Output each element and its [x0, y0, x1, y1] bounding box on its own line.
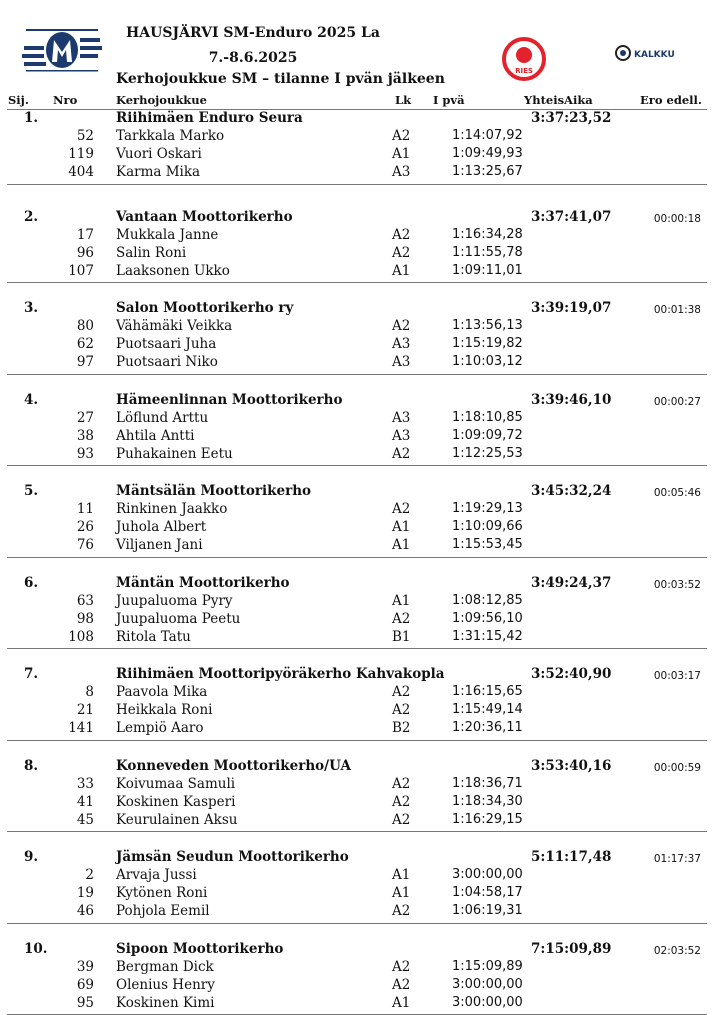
rider-name: Puotsaari Juha	[116, 336, 217, 353]
rider-day1-time: 1:16:29,15	[452, 811, 523, 827]
team-total-time: 3:52:40,90	[531, 666, 612, 682]
rider-name: Löflund Arttu	[116, 409, 209, 426]
rider-row	[0, 263, 714, 281]
rider-number: 52	[76, 128, 94, 144]
rider-day1-time: 1:10:09,66	[452, 519, 523, 535]
rider-number: 46	[76, 903, 94, 920]
team-name: Riihimäen Enduro Seura	[116, 110, 303, 126]
rider-name: Koskinen Kasperi	[116, 793, 236, 810]
rider-day1-time: 1:08:12,85	[452, 592, 523, 608]
rider-class: A2	[392, 775, 411, 792]
rider-class: A3	[392, 409, 411, 426]
rider-day1-time: 1:06:19,31	[452, 903, 523, 919]
col-nro: Nro	[53, 93, 78, 107]
team-total-time: 5:11:17,48	[531, 849, 612, 865]
rider-number: 95	[76, 994, 94, 1011]
rider-name: Ritola Tatu	[116, 628, 191, 645]
rider-class: A2	[392, 445, 411, 462]
rider-number: 39	[76, 958, 94, 975]
rider-class: A3	[392, 336, 411, 353]
rider-row	[0, 537, 714, 555]
kalkku-sponsor-logo	[614, 44, 694, 66]
rider-class: A1	[392, 537, 411, 554]
rider-row	[0, 410, 714, 428]
rider-row	[0, 977, 714, 995]
team-divider	[7, 282, 707, 283]
rider-name: Juhola Albert	[116, 519, 207, 536]
team-position: 1.	[24, 110, 39, 126]
col-total: YhteisAika	[524, 93, 593, 107]
rider-row	[0, 146, 714, 164]
team-position: 10.	[24, 940, 48, 957]
team-divider	[7, 923, 707, 924]
rider-day1-time: 1:13:56,13	[452, 318, 523, 333]
team-name: Vantaan Moottorikerho	[116, 208, 293, 225]
rider-name: Kytönen Roni	[116, 885, 208, 902]
rider-name: Karma Mika	[116, 164, 201, 181]
rider-class: A2	[392, 244, 411, 261]
rider-class: A2	[392, 793, 411, 810]
team-name: Konneveden Moottorikerho/UA	[116, 757, 351, 774]
rider-number: 11	[76, 501, 94, 517]
team-position: 9.	[24, 849, 39, 865]
rider-number: 404	[68, 164, 94, 181]
rider-class: A1	[392, 519, 411, 536]
rider-day1-time: 3:00:00,00	[452, 976, 523, 992]
rider-day1-time: 1:19:29,13	[452, 501, 523, 516]
team-position: 2.	[24, 208, 39, 225]
rider-number: 27	[76, 409, 94, 426]
team-position: 7.	[24, 666, 39, 682]
rider-day1-time: 1:09:56,10	[452, 610, 523, 626]
rider-row	[0, 611, 714, 629]
rider-number: 69	[76, 976, 94, 993]
rider-day1-time: 1:13:25,67	[452, 164, 523, 180]
rider-number: 8	[85, 684, 94, 700]
rider-number: 63	[76, 592, 94, 609]
rider-row	[0, 903, 714, 921]
rider-class: A2	[392, 226, 411, 243]
rider-class: A2	[392, 903, 411, 920]
col-sij: Sij.	[8, 93, 29, 107]
rider-class: B1	[392, 628, 411, 645]
team-name: Riihimäen Moottoripyöräkerho Kahvakopla	[116, 666, 445, 682]
team-gap: 02:03:52	[653, 944, 701, 957]
team-divider	[7, 831, 707, 832]
col-day1: I pvä	[433, 93, 465, 107]
rider-class: A1	[392, 885, 411, 902]
rider-day1-time: 1:09:49,93	[452, 146, 523, 162]
rider-number: 119	[68, 146, 94, 163]
rider-row	[0, 354, 714, 372]
rider-day1-time: 1:20:36,11	[452, 720, 523, 736]
team-divider	[7, 184, 707, 185]
team-divider	[7, 648, 707, 649]
team-position: 6.	[24, 574, 39, 591]
rider-day1-time: 3:00:00,00	[452, 867, 523, 882]
document-title: HAUSJÄRVI SM-Enduro 2025 La	[126, 25, 380, 41]
rider-row	[0, 720, 714, 738]
rider-number: 80	[76, 318, 94, 334]
rider-class: A2	[392, 976, 411, 993]
rider-name: Vuori Oskari	[116, 146, 202, 163]
rider-name: Vähämäki Veikka	[116, 318, 233, 334]
rider-row	[0, 128, 714, 146]
rider-row	[0, 428, 714, 446]
rider-number: 93	[76, 445, 94, 462]
rider-row	[0, 245, 714, 263]
rider-number: 33	[76, 775, 94, 792]
team-gap: 00:00:27	[653, 395, 701, 408]
rider-row	[0, 995, 714, 1013]
rider-day1-time: 1:10:03,12	[452, 354, 523, 370]
rider-class: A2	[392, 501, 411, 517]
rider-name: Keurulainen Aksu	[116, 811, 238, 828]
rider-name: Koskinen Kimi	[116, 994, 215, 1011]
team-position: 4.	[24, 391, 39, 408]
rider-number: 76	[76, 537, 94, 554]
column-header-row	[0, 93, 714, 109]
rider-name: Juupaluoma Peetu	[116, 610, 241, 627]
team-total-time: 3:39:19,07	[531, 300, 612, 316]
rider-class: A2	[392, 684, 411, 700]
rider-class: A1	[392, 146, 411, 163]
rider-class: A2	[392, 958, 411, 975]
rider-day1-time: 1:15:09,89	[452, 958, 523, 974]
rider-day1-time: 1:11:55,78	[452, 244, 523, 260]
team-name: Sipoon Moottorikerho	[116, 940, 284, 957]
rider-row	[0, 446, 714, 464]
rider-day1-time: 1:04:58,17	[452, 885, 523, 901]
rider-name: Koivumaa Samuli	[116, 775, 236, 792]
rider-number: 141	[68, 720, 94, 737]
team-name: Mäntän Moottorikerho	[116, 574, 290, 591]
rider-day1-time: 1:15:19,82	[452, 336, 523, 352]
team-gap: 00:01:38	[653, 304, 701, 316]
rider-day1-time: 1:18:36,71	[452, 775, 523, 791]
rider-number: 45	[76, 811, 94, 828]
rider-class: A1	[392, 994, 411, 1011]
team-gap: 01:17:37	[653, 853, 701, 865]
rider-name: Salin Roni	[116, 244, 187, 261]
rider-day1-time: 1:16:34,28	[452, 226, 523, 242]
rider-class: A2	[392, 318, 411, 334]
rider-row	[0, 776, 714, 794]
col-diff: Ero edell.	[640, 93, 702, 107]
rider-name: Puhakainen Eetu	[116, 445, 233, 462]
rider-class: A1	[392, 262, 411, 279]
rider-row	[0, 164, 714, 182]
rider-row	[0, 867, 714, 885]
rider-row	[0, 336, 714, 354]
rider-day1-time: 1:15:53,45	[452, 537, 523, 553]
team-name: Salon Moottorikerho ry	[116, 300, 294, 316]
rider-name: Tarkkala Marko	[116, 128, 225, 144]
rider-number: 98	[76, 610, 94, 627]
team-name: Hämeenlinnan Moottorikerho	[116, 391, 343, 408]
team-divider	[7, 557, 707, 558]
rider-number: 96	[76, 244, 94, 261]
team-divider	[7, 465, 707, 466]
rider-number: 41	[76, 793, 94, 810]
col-lk: Lk	[395, 93, 412, 107]
rider-class: A1	[392, 592, 411, 609]
rider-day1-time: 1:15:49,14	[452, 702, 523, 718]
team-total-time: 3:49:24,37	[531, 574, 612, 591]
team-total-time: 3:37:23,52	[531, 110, 612, 126]
team-gap: 00:00:59	[653, 761, 701, 774]
rider-row	[0, 794, 714, 812]
rider-day1-time: 1:31:15,42	[452, 628, 523, 644]
rider-day1-time: 1:09:11,01	[452, 262, 523, 278]
team-total-time: 3:53:40,16	[531, 757, 612, 774]
team-position: 5.	[24, 483, 39, 499]
rider-number: 107	[68, 262, 94, 279]
rider-day1-time: 1:18:34,30	[452, 793, 523, 809]
rider-name: Heikkala Roni	[116, 702, 213, 719]
rider-name: Bergman Dick	[116, 958, 214, 975]
rider-class: A3	[392, 164, 411, 181]
rider-row	[0, 593, 714, 611]
team-total-time: 7:15:09,89	[531, 940, 612, 957]
rider-row	[0, 318, 714, 336]
kalkku-logo-text: KALKKU	[634, 50, 675, 60]
team-total-time: 3:39:46,10	[531, 391, 612, 408]
rider-number: 62	[76, 336, 94, 353]
rider-class: A2	[392, 811, 411, 828]
rider-name: Pohjola Eemil	[116, 903, 210, 920]
rider-name: Paavola Mika	[116, 684, 208, 700]
rider-row	[0, 959, 714, 977]
rider-row	[0, 684, 714, 702]
team-total-time: 3:37:41,07	[531, 208, 612, 225]
rider-name: Lempiö Aaro	[116, 720, 204, 737]
rider-row	[0, 702, 714, 720]
rider-row	[0, 812, 714, 830]
team-divider	[7, 740, 707, 741]
rider-name: Mukkala Janne	[116, 226, 219, 243]
rider-name: Juupaluoma Pyry	[116, 592, 233, 609]
team-gap: 00:03:17	[653, 670, 701, 682]
rider-day1-time: 1:16:15,65	[452, 684, 523, 699]
rider-class: A2	[392, 610, 411, 627]
rider-day1-time: 1:18:10,85	[452, 409, 523, 425]
team-gap: 00:03:52	[653, 578, 701, 591]
rider-number: 2	[85, 867, 94, 883]
rider-number: 38	[76, 427, 94, 444]
team-position: 3.	[24, 300, 39, 316]
team-position: 8.	[24, 757, 39, 774]
rider-name: Laaksonen Ukko	[116, 262, 230, 279]
rider-name: Viljanen Jani	[116, 537, 203, 554]
rider-number: 17	[76, 226, 94, 243]
rider-name: Ahtila Antti	[116, 427, 195, 444]
rider-name: Arvaja Jussi	[116, 867, 197, 883]
rider-day1-time: 1:09:09,72	[452, 427, 523, 443]
rider-class: A1	[392, 867, 411, 883]
rider-row	[0, 885, 714, 903]
rider-number: 21	[76, 702, 94, 719]
rider-row	[0, 227, 714, 245]
team-divider	[7, 374, 707, 375]
rider-number: 108	[68, 628, 94, 645]
document-date: 7.-8.6.2025	[208, 50, 298, 66]
rider-number: 26	[76, 519, 94, 536]
team-name: Jämsän Seudun Moottorikerho	[116, 849, 349, 865]
team-gap: 00:00:18	[653, 212, 701, 225]
team-gap: 00:05:46	[653, 487, 701, 499]
rider-day1-time: 3:00:00,00	[452, 994, 523, 1010]
rider-name: Rinkinen Jaakko	[116, 501, 228, 517]
rider-row	[0, 629, 714, 647]
rider-class: A2	[392, 128, 411, 144]
col-team: Kerhojoukkue	[116, 93, 207, 107]
rider-class: A3	[392, 427, 411, 444]
team-name: Mäntsälän Moottorikerho	[116, 483, 312, 499]
rider-row	[0, 501, 714, 519]
rider-number: 97	[76, 354, 94, 371]
rider-day1-time: 1:14:07,92	[452, 128, 523, 143]
rider-name: Olenius Henry	[116, 976, 215, 993]
rider-class: A3	[392, 354, 411, 371]
rider-number: 19	[76, 885, 94, 902]
rider-row	[0, 519, 714, 537]
document-subtitle: Kerhojoukkue SM – tilanne I pvän jälkeen	[116, 71, 445, 87]
ries-logo-text: RIES	[515, 67, 533, 75]
team-total-time: 3:45:32,24	[531, 483, 612, 499]
rider-name: Puotsaari Niko	[116, 354, 218, 371]
rider-class: B2	[392, 720, 411, 737]
rider-day1-time: 1:12:25,53	[452, 445, 523, 461]
rider-class: A2	[392, 702, 411, 719]
